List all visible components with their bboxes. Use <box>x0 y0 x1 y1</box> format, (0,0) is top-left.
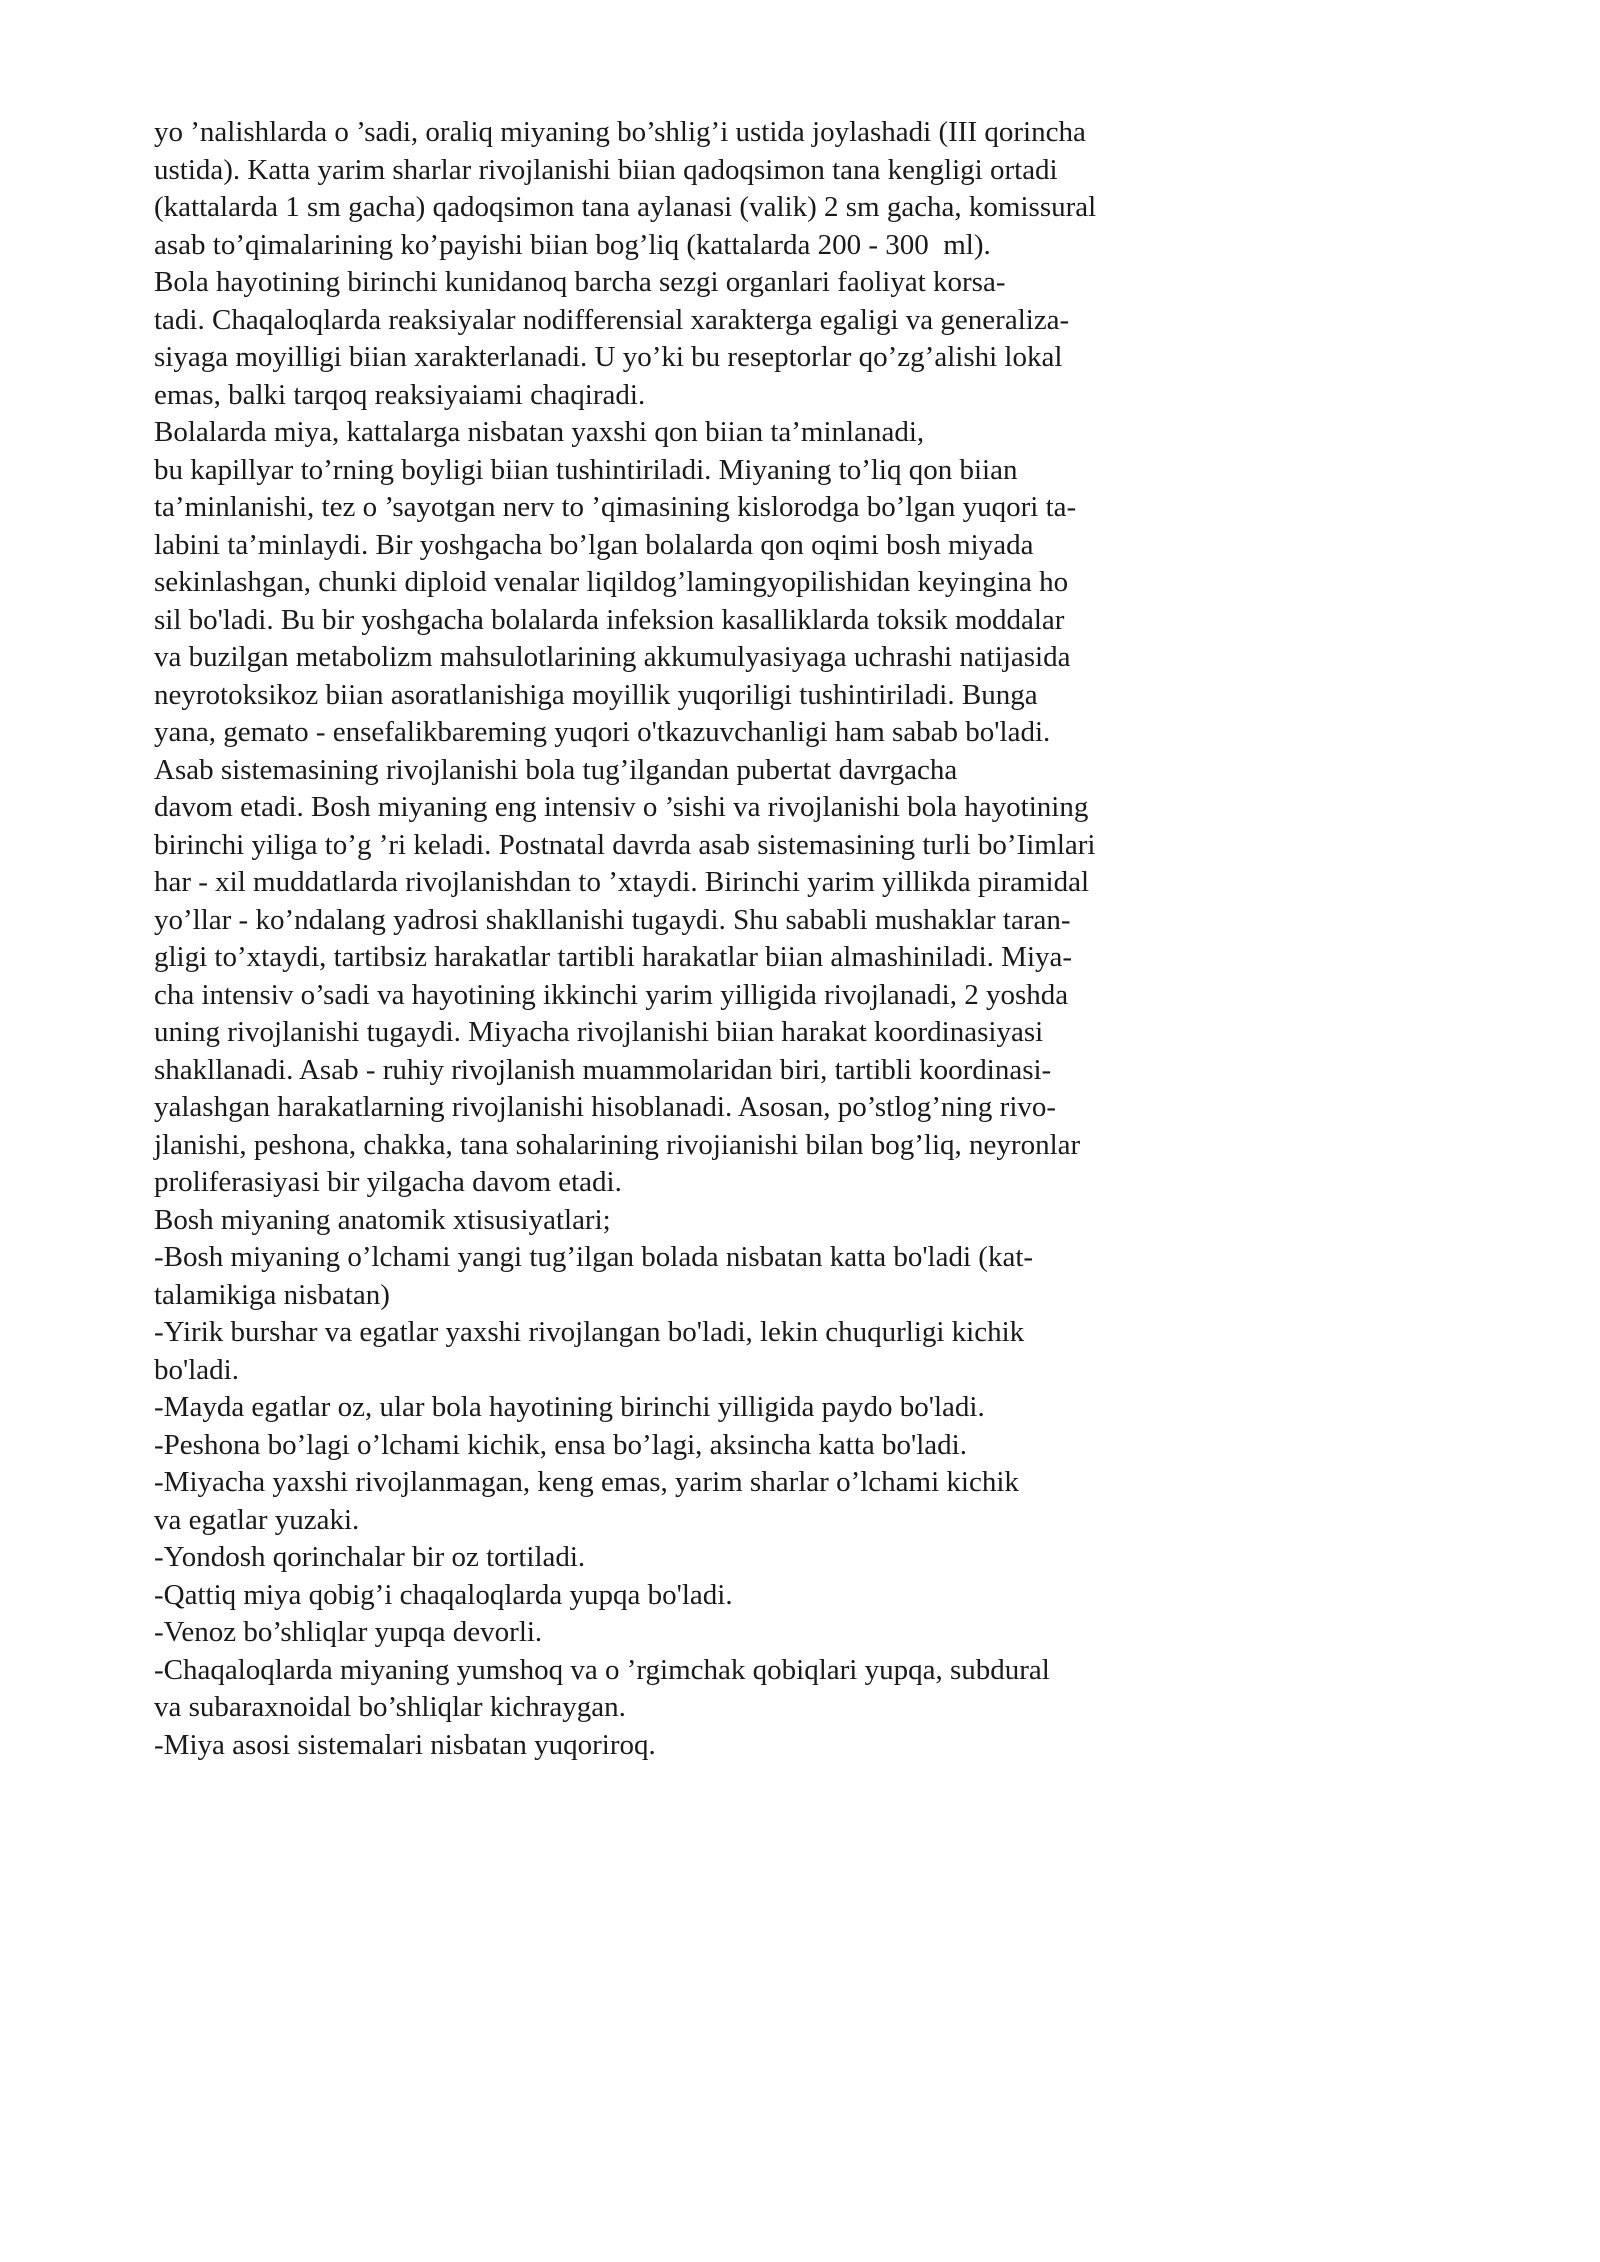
text-line: tadi. Chaqaloqlarda reaksiyalar nodifferensial xarakterga egaligi va generaliza- <box>154 303 1070 336</box>
text-line: shakllanadi. Asab - ruhiy rivojlanish muammolaridan biri, tartibli koordinasi- <box>154 1053 1052 1086</box>
text-line: -Peshona bo’lagi o’lchami kichik, ensa bo’lagi, aksincha katta bo'ladi. <box>154 1428 967 1461</box>
text-line: -Qattiq miya qobig’i chaqaloqlarda yupqa bo'ladi. <box>154 1578 733 1611</box>
text-line: ta’minlanishi, tez o ’sayotgan nerv to ’qimasining kislorodga bo’lgan yuqori ta- <box>154 491 1077 523</box>
text-line: ustida). Katta yarim sharlar rivojlanishi biian qadoqsimon tana kengligi ortadi <box>154 153 1058 186</box>
text-line: cha intensiv o’sadi va hayotining ikkinchi yarim yilligida rivojlanadi, 2 yoshda <box>154 978 1069 1011</box>
text-line: bo'ladi. <box>154 1353 239 1386</box>
text-line: -Miya asosi sistemalari nisbatan yuqoriroq. <box>154 1728 656 1761</box>
text-line: neyrotoksikoz biian asoratlanishiga moyillik yuqoriligi tushintiriladi. Bunga <box>154 678 1038 711</box>
text-line: yalashgan harakatlarning rivojlanishi hisoblanadi. Asosan, po’stlog’ning rivo- <box>154 1091 1057 1123</box>
text-line: sekinlashgan, chunki diploid venalar liqildog’lamingyopilishidan keyingina ho <box>154 566 1069 598</box>
text-line: -Chaqaloqlarda miyaning yumshoq va o ’rgimchak qobiqlari yupqa, subdural <box>154 1653 1050 1686</box>
text-line: jlanishi, peshona, chakka, tana sohalarining rivojianishi bilan bog’liq, neyronlar <box>154 1128 1081 1161</box>
text-line: Asab sistemasining rivojlanishi bola tug’ilgandan pubertat davrgacha <box>154 753 958 786</box>
text-line: Bola hayotining birinchi kunidanoq barcha sezgi organlari faoliyat korsa- <box>154 266 1006 298</box>
text-line: gligi to’xtaydi, tartibsiz harakatlar tartibli harakatlar biian almashiniladi. Miya- <box>154 941 1073 973</box>
text-line: uning rivojlanishi tugaydi. Miyacha rivojlanishi biian harakat koordinasiyasi <box>154 1016 1044 1048</box>
text-line: proliferasiyasi bir yilgacha davom etadi. <box>154 1166 622 1198</box>
text-line: (kattalarda 1 sm gacha) qadoqsimon tana aylanasi (valik) 2 sm gacha, komissural <box>154 191 1097 223</box>
document-text <box>154 114 1454 1764</box>
text-line: bu kapillyar to’rning boyligi biian tushintiriladi. Miyaning to’liq qon biian <box>154 453 1018 486</box>
text-line: siyaga moyilligi biian xarakterlanadi. U yo’ki bu reseptorlar qo’zg’alishi lokal <box>154 341 1063 373</box>
text-line: Bosh miyaning anatomik xtisusiyatlari; <box>154 1203 611 1236</box>
text-line: -Yondosh qorinchalar bir oz tortiladi. <box>154 1541 586 1573</box>
text-line: sil bo'ladi. Bu bir yoshgacha bolalarda infeksion kasalliklarda toksik moddalar <box>154 603 1065 636</box>
text-line: yo’llar - ko’ndalang yadrosi shakllanishi tugaydi. Shu sababli mushaklar taran- <box>154 903 1071 936</box>
text-line: birinchi yiliga to’g ’ri keladi. Postnatal davrda asab sistemasining turli bo’Iimlari <box>154 828 1096 861</box>
text-line: yana, gemato - ensefalikbareming yuqori o'tkazuvchanligi ham sabab bo'ladi. <box>154 716 1051 748</box>
text-line: -Venoz bo’shliqlar yupqa devorli. <box>154 1616 543 1648</box>
text-line: asab to’qimalarining ko’payishi biian bog’liq (kattalarda 200 - 300 ml). <box>154 228 991 261</box>
text-line: -Miyacha yaxshi rivojlanmagan, keng emas, yarim sharlar o’lchami kichik <box>154 1466 1019 1498</box>
text-line: davom etadi. Bosh miyaning eng intensiv o ’sishi va rivojlanishi bola hayotining <box>154 791 1089 823</box>
text-line: har - xil muddatlarda rivojlanishdan to ’xtaydi. Birinchi yarim yillikda piramidal <box>154 866 1090 898</box>
text-line: talamikiga nisbatan) <box>154 1278 390 1311</box>
text-line: Bolalarda miya, kattalarga nisbatan yaxshi qon biian ta’minlanadi, <box>154 416 925 448</box>
text-line: labini ta’minlaydi. Bir yoshgacha bo’lgan bolalarda qon oqimi bosh miyada <box>154 528 1034 561</box>
text-line: emas, balki tarqoq reaksiyaiami chaqiradi. <box>154 378 646 411</box>
text-line: va buzilgan metabolizm mahsulotlarining akkumulyasiyaga uchrashi natijasida <box>154 641 1071 673</box>
text-line: va egatlar yuzaki. <box>154 1503 360 1536</box>
text-line: -Mayda egatlar oz, ular bola hayotining birinchi yilligida paydo bo'ladi. <box>154 1391 985 1423</box>
text-line: -Yirik burshar va egatlar yaxshi rivojlangan bo'ladi, lekin chuqurligi kichik <box>154 1316 1025 1348</box>
text-line: -Bosh miyaning o’lchami yangi tug’ilgan bolada nisbatan katta bo'ladi (kat- <box>154 1241 1034 1273</box>
text-line: va subaraxnoidal bo’shliqlar kichraygan. <box>154 1691 626 1723</box>
text-line: yo ’nalishlarda o ’sadi, oraliq miyaning bo’shlig’i ustida joylashadi (III qorincha <box>154 116 1086 148</box>
